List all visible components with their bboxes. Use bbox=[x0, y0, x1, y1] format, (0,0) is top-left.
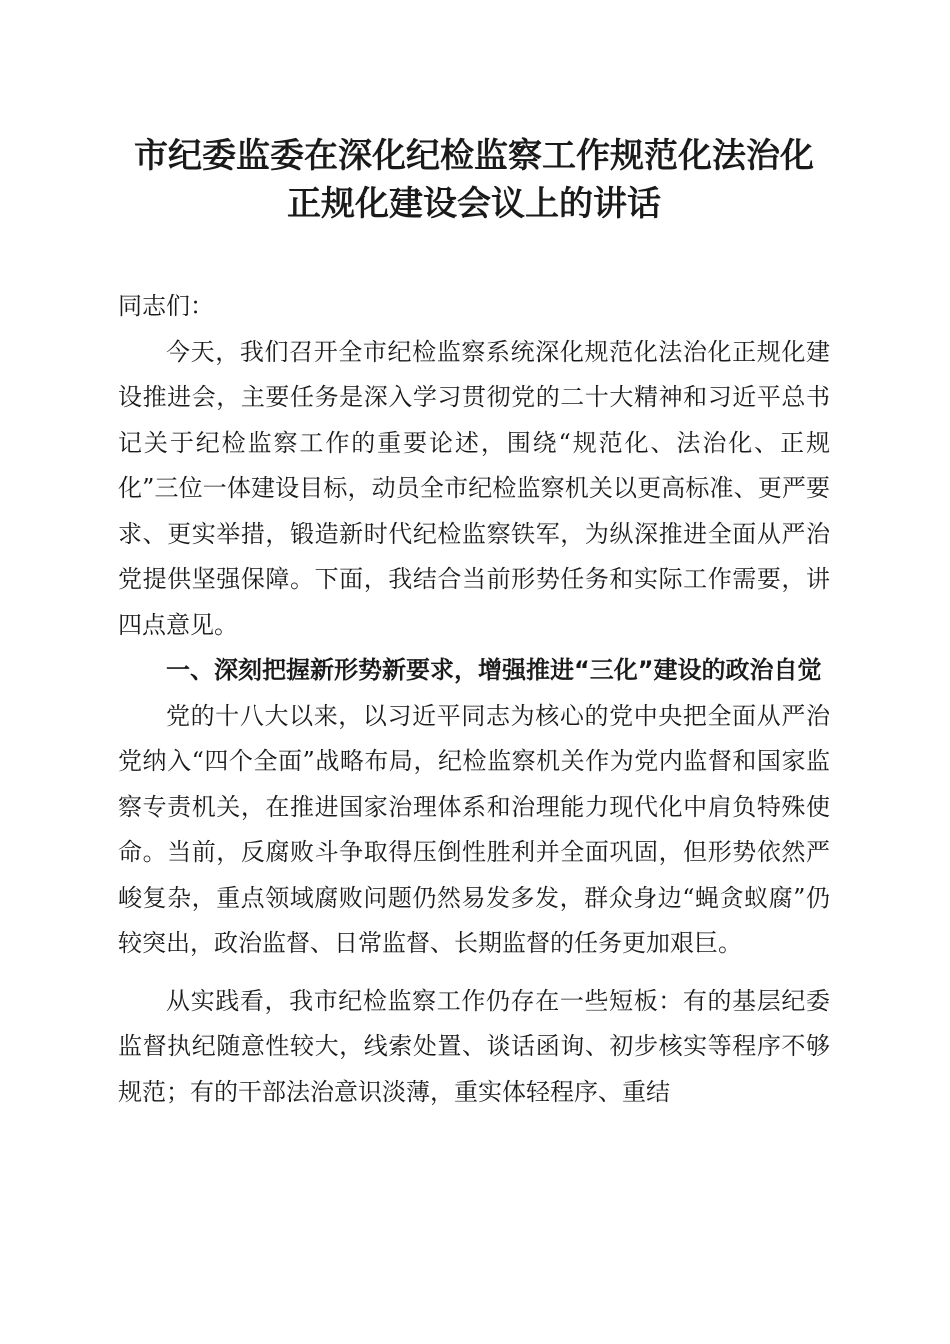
paragraph-intro: 今天，我们召开全市纪检监察系统深化规范化法治化正规化建设推进会，主要任务是深入学习贯彻党的二十大精神和习近平总书记关于纪检监察工作的重要论述，围绕“规范化、法治化、正规化”三位一体建设目标，动员全市纪检监察机关以更高标准、更严要求、更实举措，锻造新时代纪检监察铁军，为纵深推进全面从严治党提供坚强保障。下面，我结合当前形势任务和实际工作需要，讲四点意见。 bbox=[118, 337, 830, 639]
title-line-2: 正规化建设会议上的讲话 bbox=[287, 184, 661, 224]
section-heading-1: 一、深刻把握新形势新要求，增强推进“三化”建设的政治自觉 bbox=[166, 656, 822, 684]
paragraph-context: 党的十八大以来，以习近平同志为核心的党中央把全面从严治党纳入“四个全面”战略布局，纪检监察机关作为党内监督和国家监察专责机关，在推进国家治理体系和治理能力现代化中肩负特殊使命。当前，反腐败斗争取得压倒性胜利并全面巩固，但形势依然严峻复杂，重点领域腐败问题仍然易发多发，群众身边“蝇贪蚁腐”仍较突出，政治监督、日常监督、长期监督的任务更加艰巨。 bbox=[118, 701, 830, 957]
paragraph-shortcomings: 从实践看，我市纪检监察工作仍存在一些短板：有的基层纪委监督执纪随意性较大，线索处置、谈话函询、初步核实等程序不够规范；有的干部法治意识淡薄，重实体轻程序、重结 bbox=[118, 986, 830, 1106]
document-title bbox=[118, 132, 830, 228]
title-line-1: 市纪委监委在深化纪检监察工作规范化法治化 bbox=[134, 136, 814, 176]
document-page bbox=[118, 132, 830, 1115]
document-body bbox=[118, 284, 830, 1115]
salutation: 同志们： bbox=[118, 292, 214, 320]
